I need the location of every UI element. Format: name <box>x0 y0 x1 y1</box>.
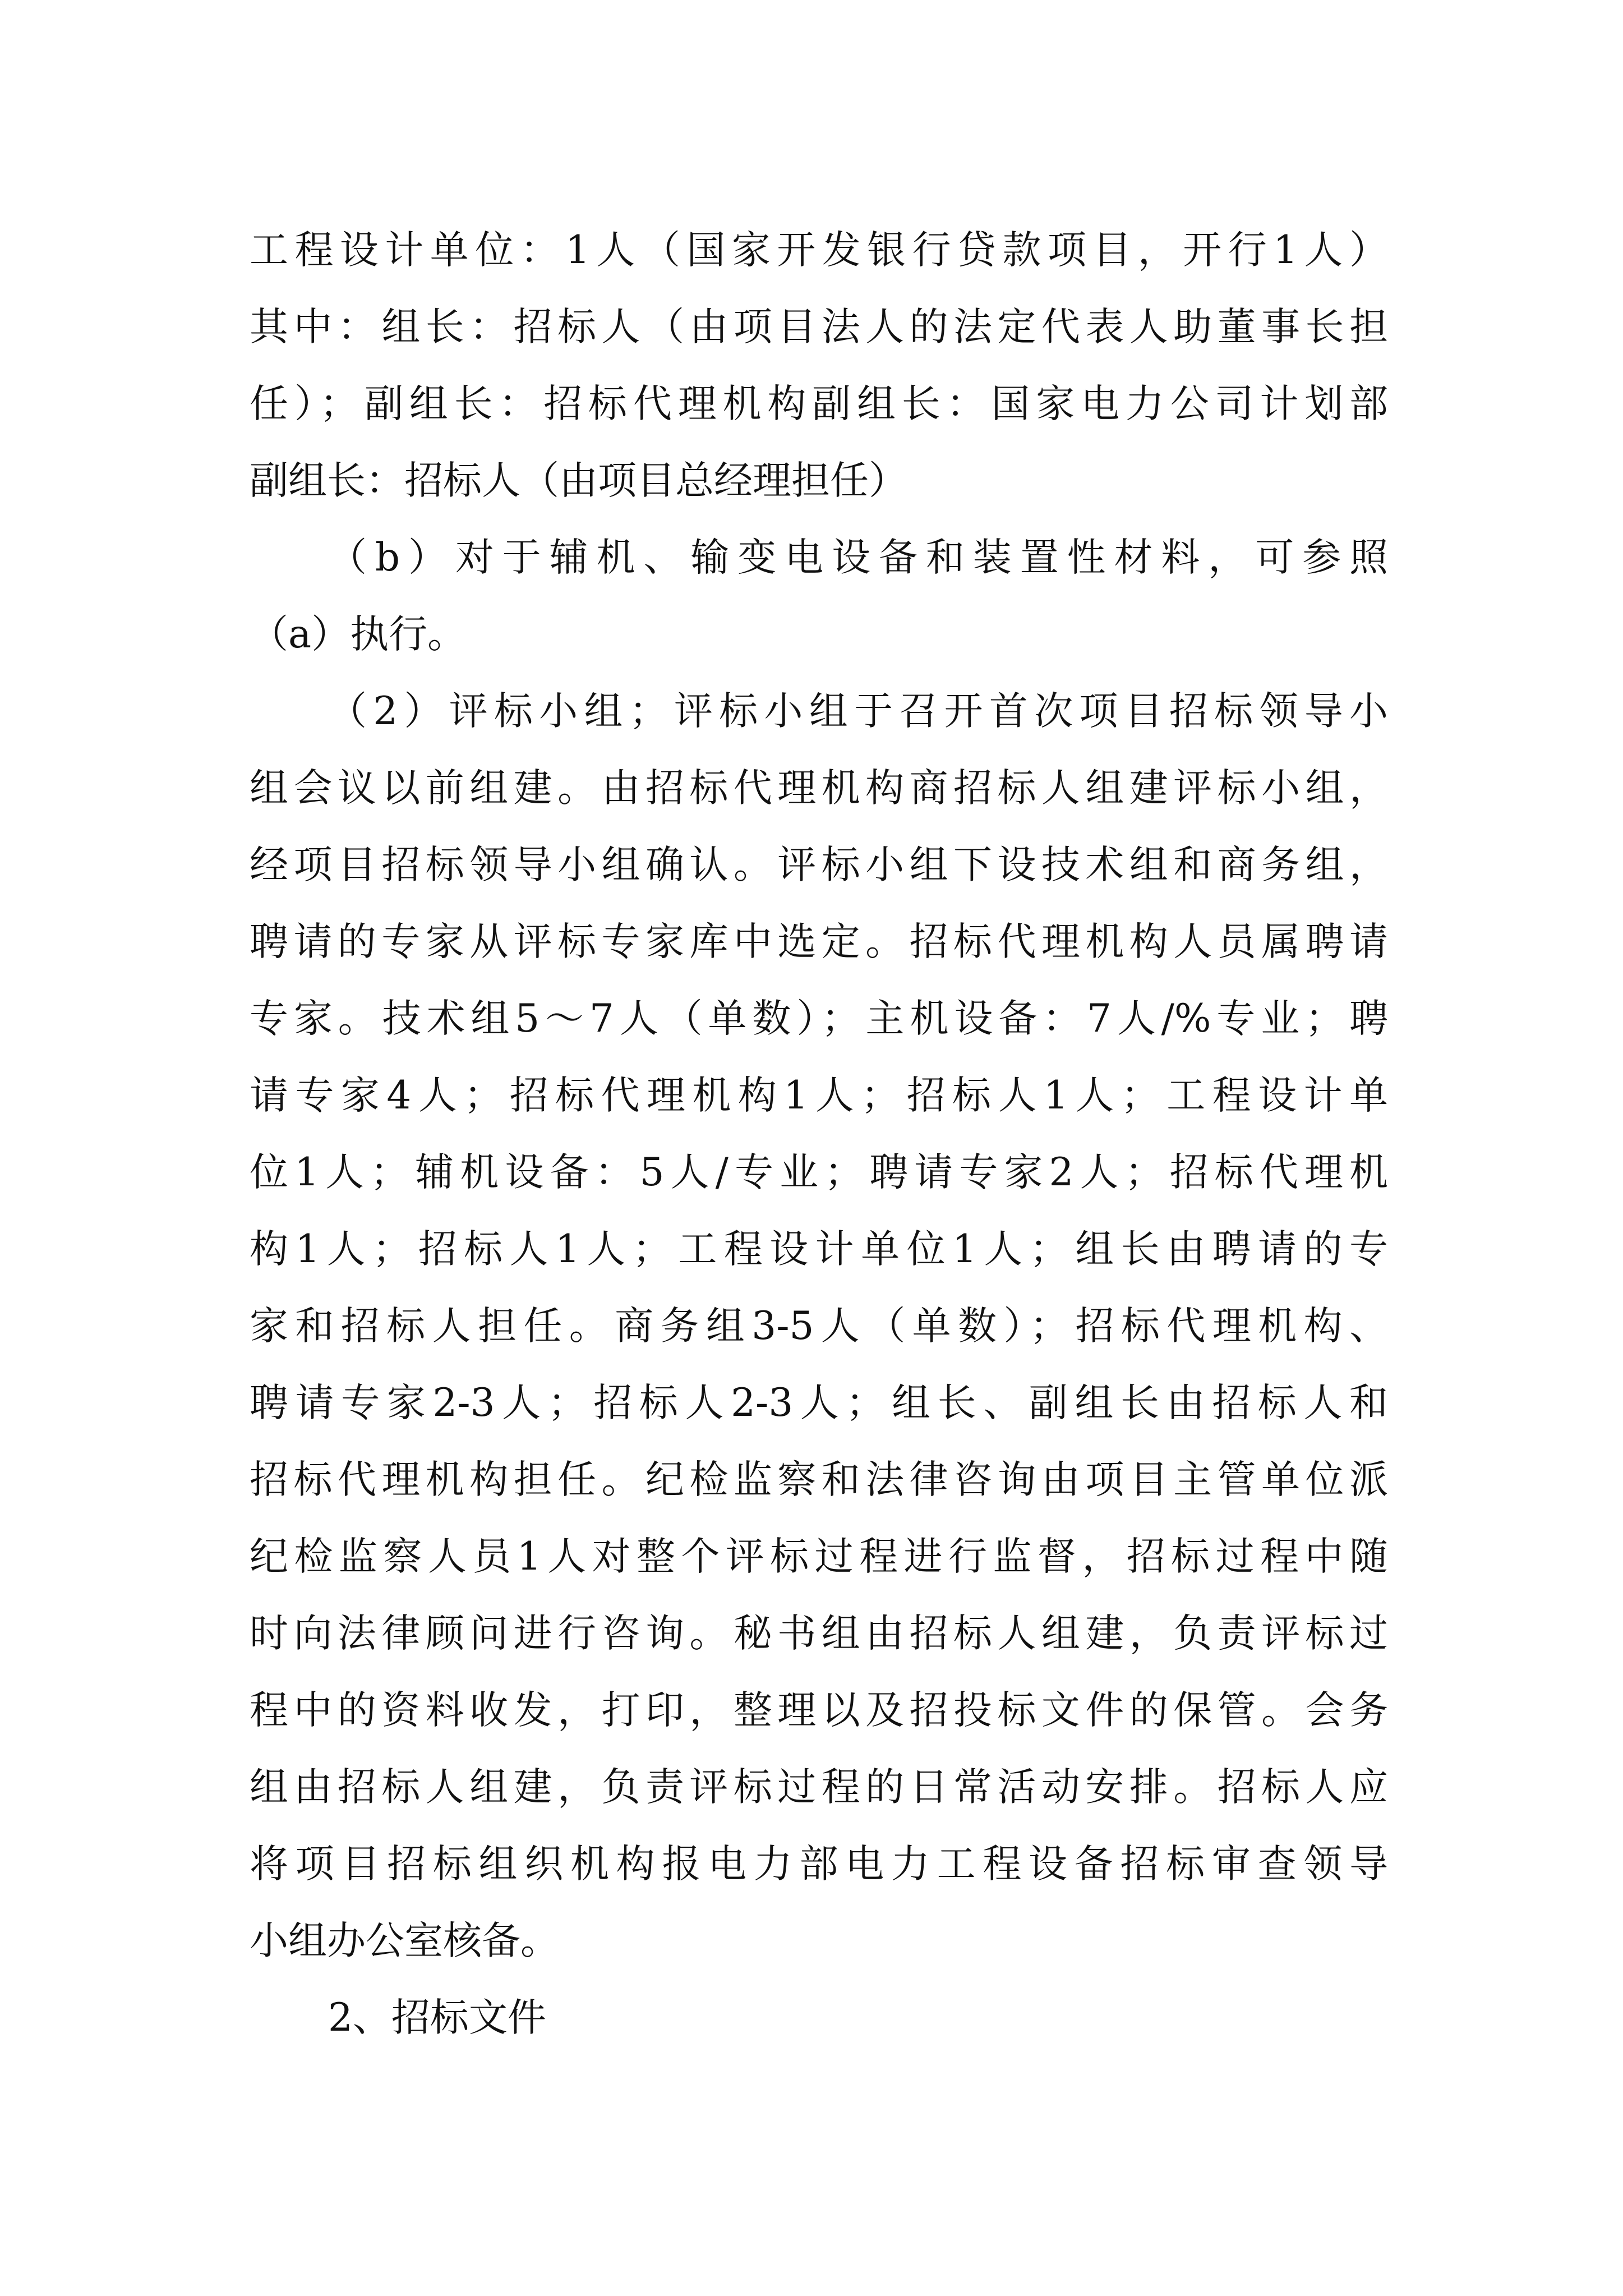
text-line-9: 经项目招标领导小组确认。评标小组下设技术组和商务组， <box>250 843 1388 887</box>
text-line-7: （2）评标小组；评标小组于召开首次项目招标领导小 <box>328 689 1388 734</box>
document-body <box>250 212 1388 2056</box>
text-line-5: （b）对于辅机、输变电设备和装置性材料，可参照 <box>328 535 1388 580</box>
text-line-11: 专家。技术组5～7人（单数）；主机设备：7人/%专业；聘 <box>250 996 1388 1041</box>
text-line-10: 聘请的专家从评标专家库中选定。招标代理机构人员属聘请 <box>250 919 1388 964</box>
text-line-21: 组由招标人组建，负责评标过程的日常活动安排。招标人应 <box>250 1765 1388 1810</box>
text-line-22: 将项目招标组织机构报电力部电力工程设备招标审查领导 <box>250 1842 1388 1887</box>
text-line-17: 招标代理机构担任。纪检监察和法律咨询由项目主管单位派 <box>250 1457 1388 1502</box>
text-line-8: 组会议以前组建。由招标代理机构商招标人组建评标小组， <box>250 766 1388 811</box>
text-line-6: （a）执行。 <box>250 612 467 657</box>
text-line-18: 纪检监察人员1人对整个评标过程进行监督，招标过程中随 <box>250 1534 1388 1579</box>
text-line-2: 其中：组长：招标人（由项目法人的法定代表人助董事长担 <box>250 305 1388 349</box>
section-heading-2: 2、招标文件 <box>328 1995 546 2040</box>
text-line-1: 工程设计单位：1人（国家开发银行贷款项目，开行1人） <box>250 228 1388 273</box>
text-line-16: 聘请专家2-3人；招标人2-3人；组长、副组长由招标人和 <box>250 1381 1388 1425</box>
text-line-23: 小组办公室核备。 <box>250 1918 559 1963</box>
text-line-20: 程中的资料收发，打印，整理以及招投标文件的保管。会务 <box>250 1688 1388 1733</box>
text-line-12: 请专家4人；招标代理机构1人；招标人1人；工程设计单 <box>250 1073 1388 1118</box>
text-line-15: 家和招标人担任。商务组3-5人（单数）；招标代理机构、 <box>250 1304 1388 1349</box>
text-line-13: 位1人；辅机设备：5人/专业；聘请专家2人；招标代理机 <box>250 1150 1388 1195</box>
text-line-14: 构1人；招标人1人；工程设计单位1人；组长由聘请的专 <box>250 1227 1388 1272</box>
text-line-4: 副组长：招标人（由项目总经理担任） <box>250 458 907 503</box>
text-line-3: 任）；副组长：招标代理机构副组长：国家电力公司计划部 <box>250 381 1388 426</box>
text-line-19: 时向法律顾问进行咨询。秘书组由招标人组建，负责评标过 <box>250 1611 1388 1656</box>
